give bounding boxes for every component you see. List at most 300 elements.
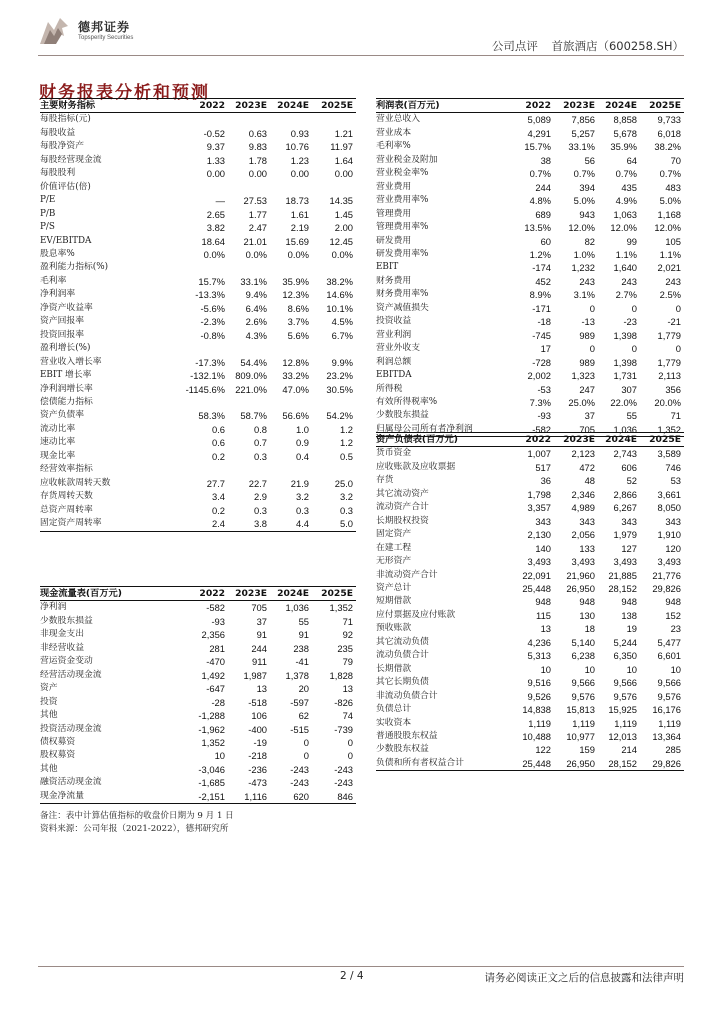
cell-value: — (215, 195, 225, 207)
cell-value: 1.1% (615, 248, 637, 260)
row-label: 非经营收益 (40, 642, 84, 653)
cell-value: -218 (248, 750, 267, 762)
row-label: 营业费用 (376, 181, 412, 192)
cell-value: 159 (579, 744, 595, 756)
cell-value: 5,678 (613, 127, 637, 139)
cell-value: 58.7% (240, 410, 267, 422)
row-label: 应收帐款周转天数 (40, 477, 111, 488)
cell-value: 9.9% (331, 356, 353, 368)
cell-value: 1,398 (613, 356, 637, 368)
cell-value: 133 (579, 542, 595, 554)
cell-value: 9,576 (657, 690, 681, 702)
table-row (40, 167, 356, 180)
cell-value: 58.3% (198, 410, 225, 422)
cell-value: 3.2 (295, 491, 309, 503)
cell-value: -582 (206, 602, 225, 614)
cell-value: -21 (667, 316, 681, 328)
cell-value: 21.9 (290, 477, 309, 489)
cell-value: -400 (248, 723, 267, 735)
cell-value: 26,950 (566, 582, 595, 594)
cell-value: 9,576 (571, 690, 595, 702)
cell-value: 2.47 (248, 222, 267, 234)
table-row (376, 649, 684, 662)
cell-value: -2,151 (176, 790, 228, 804)
cell-value: 2.5% (659, 289, 681, 301)
row-label: 预收账款 (376, 623, 412, 634)
cell-value: 0.93 (290, 127, 309, 139)
cell-value (312, 396, 356, 409)
row-label: 非现金支出 (40, 629, 84, 640)
row-label: 负债总计 (376, 704, 412, 715)
table-row (40, 749, 356, 762)
table-row (40, 288, 356, 301)
cell-value: 4,236 (527, 636, 551, 648)
cell-value: 948 (621, 596, 637, 608)
table-row (376, 356, 684, 369)
cell-value: 1,352 (201, 736, 225, 748)
cell-value: 1,119 (658, 717, 681, 729)
table-row (40, 723, 356, 736)
table-row (376, 717, 684, 730)
row-label: 总资产周转率 (40, 504, 93, 515)
cell-value (176, 396, 228, 409)
table-title: 现金流量表(百万元) (40, 587, 176, 601)
header-divider (38, 55, 684, 56)
cell-value: 91 (298, 629, 309, 641)
cell-value: 120 (665, 542, 681, 554)
cell-value: 26,950 (554, 757, 598, 771)
cell-value: 1.21 (334, 127, 353, 139)
row-label: 应收账款及应收票据 (376, 461, 456, 472)
cell-value: 244 (535, 181, 551, 193)
cell-value: -470 (206, 656, 225, 668)
cell-value: 17 (540, 343, 551, 355)
cell-value (176, 342, 228, 355)
cell-value: 2,356 (201, 629, 225, 641)
table-row (40, 776, 356, 789)
row-label: 非流动负债合计 (376, 690, 438, 701)
table-row (40, 736, 356, 749)
row-label: 营业费用率% (376, 195, 429, 206)
cell-value: 9,526 (527, 690, 551, 702)
cell-value: -132.1% (190, 370, 225, 382)
cell-value: 2.9 (253, 491, 267, 503)
cell-value: -17.3% (195, 356, 225, 368)
cell-value: 4.4 (270, 517, 312, 531)
table-row (376, 396, 684, 409)
cell-value: 25,448 (504, 757, 554, 771)
cell-value: 1,116 (228, 790, 270, 804)
row-label: 少数股东损益 (40, 615, 93, 626)
table-row (40, 669, 356, 682)
cell-value: 705 (554, 423, 598, 437)
table-row (40, 329, 356, 342)
column-header: 2022 (176, 587, 228, 601)
cell-value: 138 (621, 609, 637, 621)
cell-value: 13 (256, 683, 267, 695)
row-label: 财务费用率% (376, 289, 429, 300)
row-label: 经营效率指标 (40, 464, 93, 475)
cell-value: 0 (589, 302, 595, 314)
cell-value: 12,013 (608, 730, 637, 742)
cell-value: 28,152 (598, 757, 640, 771)
row-label: P/E (40, 195, 56, 206)
cell-value: -53 (537, 383, 551, 395)
row-label: 资产负债率 (40, 410, 84, 421)
cell-value: 1.1% (659, 248, 681, 260)
cell-value: 517 (535, 461, 551, 473)
cell-value: 11.97 (330, 141, 353, 153)
cell-value: 15.7% (198, 275, 225, 287)
table-row (376, 127, 684, 140)
cell-value (312, 113, 356, 127)
cell-value: 10 (670, 663, 681, 675)
cell-value: 29,826 (652, 582, 681, 594)
cell-value: 62 (298, 710, 309, 722)
cell-value: -243 (290, 777, 309, 789)
cell-value: 9,733 (657, 114, 681, 126)
row-label: 非流动资产合计 (376, 569, 438, 580)
cell-value: 20.0% (654, 396, 681, 408)
cell-value: 0.3 (253, 450, 267, 462)
cell-value: 25.0% (568, 396, 595, 408)
table-row (376, 369, 684, 382)
company-logo (38, 16, 178, 46)
cell-value: 10 (214, 750, 225, 762)
table-row (40, 615, 356, 628)
column-header: 2024E (598, 99, 640, 113)
cell-value: -1,685 (198, 777, 225, 789)
table-row (376, 261, 684, 274)
row-label: 投资回报率 (40, 329, 84, 340)
cell-value (270, 113, 312, 127)
cell-value: 71 (342, 615, 353, 627)
cell-value: -174 (532, 262, 551, 274)
cell-value: 6,601 (657, 650, 681, 662)
cell-value: 689 (535, 208, 551, 220)
table-row (376, 690, 684, 703)
cell-value: -518 (248, 696, 267, 708)
table-row (376, 528, 684, 541)
cell-value: 8,050 (657, 502, 681, 514)
cell-value: 705 (251, 602, 267, 614)
cell-value: 2.19 (290, 222, 309, 234)
table-row (376, 275, 684, 288)
table-row (40, 315, 356, 328)
cell-value: 4,989 (571, 502, 595, 514)
cell-value: 6.4% (245, 302, 267, 314)
row-label: 经营活动现金流 (40, 669, 102, 680)
row-label: 归属母公司所有者净利润 (376, 423, 504, 437)
cell-value: 127 (621, 542, 637, 554)
row-label: EBIT 增长率 (40, 370, 92, 381)
row-label: 净利润 (40, 602, 67, 613)
cell-value: 70 (670, 154, 681, 166)
table-header-row (40, 587, 356, 601)
column-header: 2025E (312, 99, 356, 113)
cell-value: 0.7% (573, 168, 595, 180)
cell-value: 106 (251, 710, 267, 722)
cell-value: 3,589 (657, 448, 681, 460)
cell-value: 3,493 (527, 556, 551, 568)
cell-value: -18 (537, 316, 551, 328)
cell-value: 235 (337, 642, 353, 654)
cell-value: 71 (670, 410, 681, 422)
table-row (376, 609, 684, 622)
row-label: 净利润率 (40, 289, 76, 300)
cell-value: 1.45 (334, 208, 353, 220)
main-indicators-table (40, 98, 356, 532)
cell-value: 12.0% (568, 222, 595, 234)
table-row (376, 181, 684, 194)
cell-value: 54.4% (240, 356, 267, 368)
cell-value: 30.5% (326, 383, 353, 395)
cell-value: 21,885 (608, 569, 637, 581)
cell-value: 12.8% (282, 356, 309, 368)
row-label: 在建工程 (376, 542, 412, 553)
cell-value: 0 (303, 750, 309, 762)
table-row (40, 275, 356, 288)
cell-value: 37 (584, 410, 595, 422)
cell-value: 3.1% (573, 289, 595, 301)
cell-value: -582 (504, 423, 554, 437)
cell-value: 1,779 (657, 356, 681, 368)
cell-value: 13 (342, 683, 353, 695)
cell-value: 25.0 (334, 477, 353, 489)
cell-value: 38.2% (326, 275, 353, 287)
cell-value: 3,357 (527, 502, 551, 514)
doc-type: 公司点评 (491, 39, 538, 53)
cell-value: 6,350 (613, 650, 637, 662)
cell-value: -728 (532, 356, 551, 368)
cell-value: 307 (621, 383, 637, 395)
cell-value: 2,113 (658, 370, 681, 382)
cell-value: 1.23 (290, 154, 309, 166)
logo-text-en: Topsperity Securities (78, 35, 134, 41)
column-header: 2023E (554, 99, 598, 113)
cell-value: 1,007 (527, 448, 551, 460)
cell-value: -3,046 (198, 763, 225, 775)
cell-value: 0.0% (203, 248, 225, 260)
table-row (40, 383, 356, 396)
cell-value: 0 (631, 302, 637, 314)
cell-value: 23.2% (326, 370, 353, 382)
cell-value: 483 (665, 181, 681, 193)
row-label: 研发费用率% (376, 248, 429, 259)
cell-value: 285 (665, 744, 681, 756)
balance-sheet-table (376, 432, 684, 771)
cell-value (270, 181, 312, 194)
cashflow-table (40, 586, 356, 804)
row-label: 负债和所有者权益合计 (376, 757, 504, 771)
cell-value: 2,346 (571, 488, 595, 500)
row-label: 资产 (40, 683, 58, 694)
table-row (40, 709, 356, 722)
cell-value: 5,140 (571, 636, 595, 648)
cell-value: 1,378 (285, 669, 309, 681)
cell-value: 2.00 (334, 222, 353, 234)
cell-value: 948 (665, 596, 681, 608)
cell-value: 1,168 (657, 208, 681, 220)
table-row (40, 450, 356, 463)
cell-value: 13,364 (652, 730, 681, 742)
cell-value: 15,925 (608, 704, 637, 716)
cell-value: 56.6% (282, 410, 309, 422)
table-row (40, 504, 356, 517)
cell-value: 5.0 (312, 517, 356, 531)
header-info (482, 38, 684, 54)
cell-value: 1,987 (243, 669, 267, 681)
row-label: 偿债能力指标 (40, 396, 93, 407)
row-label: 净利润增长率 (40, 383, 93, 394)
cell-value: -473 (248, 777, 267, 789)
cell-value: 1.0 (295, 423, 309, 435)
cell-value: 20 (298, 683, 309, 695)
table-row (40, 490, 356, 503)
cell-value: 4.8% (529, 195, 551, 207)
cell-value (176, 181, 228, 194)
table-row (40, 221, 356, 234)
cell-value: 0 (347, 736, 353, 748)
table-row (40, 682, 356, 695)
cell-value: 2.4 (176, 517, 228, 531)
row-label: 少数股东损益 (376, 410, 429, 421)
cell-value: 0 (589, 343, 595, 355)
table-row (40, 655, 356, 668)
row-label: 净资产收益率 (40, 302, 93, 313)
cell-value: 10.1% (326, 302, 353, 314)
cell-value: 4,291 (527, 127, 551, 139)
cell-value: 3.4 (211, 491, 225, 503)
cell-value: 23 (670, 623, 681, 635)
row-label: 所得税 (376, 383, 403, 394)
cell-value: 48 (584, 475, 595, 487)
row-label: 营业总收入 (376, 114, 420, 125)
cell-value: 5,257 (571, 127, 595, 139)
cell-value: 2.6% (245, 316, 267, 328)
cell-value: 943 (579, 208, 595, 220)
row-label: 毛利率% (376, 141, 411, 152)
cell-value: -41 (295, 656, 309, 668)
cell-value: 0.6 (211, 437, 225, 449)
page-number: 2 / 4 (340, 970, 364, 982)
table-row (376, 288, 684, 301)
cell-value: 33.1% (240, 275, 267, 287)
row-label: 盈利能力指标(%) (40, 262, 109, 273)
table-row (376, 208, 684, 221)
cell-value (270, 463, 312, 476)
cell-value: 5,089 (527, 114, 551, 126)
cell-value (228, 113, 270, 127)
cell-value: 18.64 (201, 235, 225, 247)
cell-value: 19 (626, 623, 637, 635)
cell-value: -739 (334, 723, 353, 735)
cell-value: 620 (270, 790, 312, 804)
row-label: 利润总额 (376, 356, 412, 367)
cell-value: 2,743 (613, 448, 637, 460)
cell-value: 4.3% (245, 329, 267, 341)
cell-value: 10 (584, 663, 595, 675)
cell-value: 8.6% (287, 302, 309, 314)
table-row (376, 595, 684, 608)
cell-value: 6.7% (331, 329, 353, 341)
row-label: 流动资产合计 (376, 502, 429, 513)
cell-value: 91 (256, 629, 267, 641)
row-label: 少数股东权益 (376, 744, 429, 755)
cell-value: 37 (256, 615, 267, 627)
table-row (40, 463, 356, 476)
cell-value: 10 (540, 663, 551, 675)
table-row (376, 501, 684, 514)
table-row (40, 601, 356, 615)
cell-value: 28,152 (608, 582, 637, 594)
cell-value (312, 463, 356, 476)
table-row (40, 696, 356, 709)
cell-value: 214 (621, 744, 637, 756)
cell-value: 809.0% (235, 370, 267, 382)
cell-value: 0 (631, 343, 637, 355)
table-row (376, 383, 684, 396)
table-row (376, 221, 684, 234)
cell-value: -0.8% (200, 329, 225, 341)
table-row (40, 342, 356, 355)
cell-value: 911 (252, 656, 267, 668)
cell-value: 33.1% (568, 141, 595, 153)
cell-value: 0.4 (295, 450, 309, 462)
table-row (376, 757, 684, 771)
cell-value (228, 261, 270, 274)
cell-value: 15.7% (524, 141, 551, 153)
cell-value: 22.0% (610, 396, 637, 408)
cell-value (270, 261, 312, 274)
cell-value: 12.0% (610, 222, 637, 234)
row-label: 管理费用 (376, 208, 412, 219)
column-header: 2022 (176, 99, 228, 113)
cell-value: -2.3% (200, 316, 225, 328)
table-row (376, 730, 684, 743)
cell-value: 5.6% (287, 329, 309, 341)
cell-value: 0.00 (290, 168, 309, 180)
table-row (376, 582, 684, 595)
cell-value: 9,566 (571, 677, 595, 689)
column-header: 2024E (598, 433, 640, 447)
column-header: 2023E (228, 99, 270, 113)
row-label: 短期借款 (376, 596, 412, 607)
cell-value: 1,063 (613, 208, 637, 220)
cell-value: 3.2 (339, 491, 353, 503)
cell-value: 12.3% (282, 289, 309, 301)
cell-value: 152 (665, 609, 681, 621)
cell-value: 343 (665, 515, 681, 527)
cell-value: 0.9 (295, 437, 309, 449)
cell-value: 1.0% (573, 248, 595, 260)
row-label: 每股股利 (40, 168, 76, 179)
cell-value: 6,267 (613, 502, 637, 514)
cell-value: 0.7% (615, 168, 637, 180)
table-row (376, 663, 684, 676)
note-valuation-date: 备注：表中计算估值指标的收盘价日期为 9 月 1 日 (40, 811, 234, 821)
cell-value: 435 (621, 181, 637, 193)
cell-value: 1,352 (640, 423, 684, 437)
cell-value: 16,176 (652, 704, 681, 716)
row-label: 营业利润 (376, 329, 412, 340)
table-row (40, 436, 356, 449)
row-label: 长期股权投资 (376, 515, 429, 526)
row-label: 长期借款 (376, 663, 412, 674)
table-row (376, 542, 684, 555)
cell-value: -243 (290, 763, 309, 775)
cell-value: 15,813 (566, 704, 595, 716)
